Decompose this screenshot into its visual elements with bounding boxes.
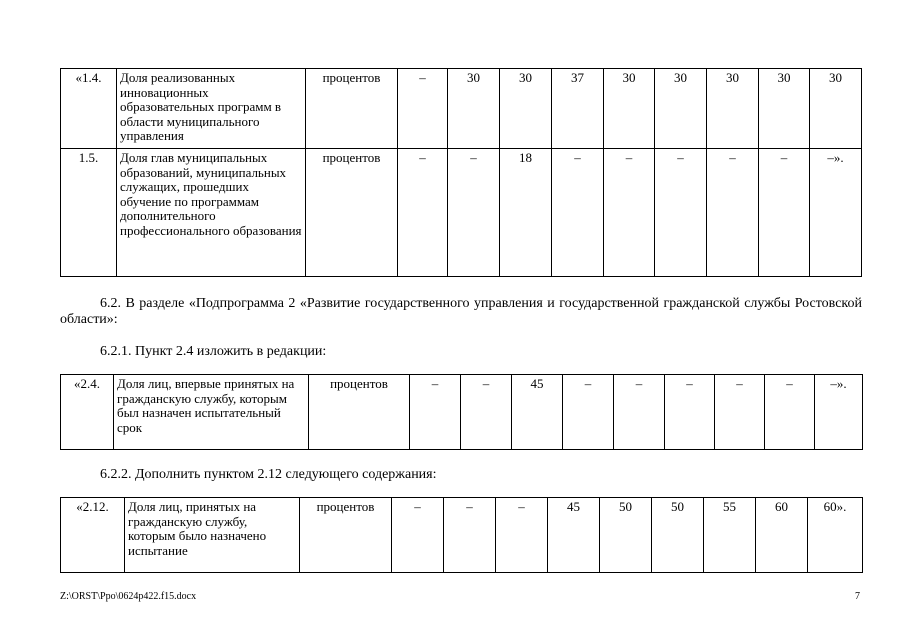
value-cell: 50: [652, 498, 704, 573]
table-row: [61, 69, 862, 149]
row-number: «2.4.: [61, 375, 114, 450]
value-cell: –: [604, 149, 655, 277]
value-cell: –: [496, 498, 548, 573]
table-row: [61, 498, 863, 573]
file-path-footer: Z:\ORST\Ppo\0624p422.f15.docx: [60, 591, 197, 602]
value-cell: 60: [756, 498, 808, 573]
unit-cell: процентов: [300, 498, 392, 573]
indicator-name: Доля глав муниципальных образований, муниципальных служащих, прошедших обучение по программам дополнительного профессионального образования: [117, 149, 306, 277]
value-cell: 30: [448, 69, 500, 149]
value-cell: 30: [500, 69, 552, 149]
value-cell: –: [392, 498, 444, 573]
value-cell: 45: [548, 498, 600, 573]
value-cell: –: [707, 149, 759, 277]
value-cell: 60».: [808, 498, 863, 573]
value-cell: –: [398, 149, 448, 277]
section-paragraph-6-2: 6.2. В разделе «Подпрограмма 2 «Развитие государственного управления и государственной гражданской службы Ростовской области»:: [60, 296, 862, 327]
value-cell: 18: [500, 149, 552, 277]
value-cell: –: [444, 498, 496, 573]
value-cell: 30: [655, 69, 707, 149]
value-cell: 30: [604, 69, 655, 149]
unit-cell: процентов: [306, 69, 398, 149]
value-cell: –: [448, 149, 500, 277]
indicators-table-3: [60, 497, 863, 573]
value-cell: –: [410, 375, 461, 450]
value-cell: 45: [512, 375, 563, 450]
section-paragraph-6-2-2: 6.2.2. Дополнить пунктом 2.12 следующего содержания:: [100, 467, 437, 482]
indicator-name: Доля лиц, принятых на гражданскую службу, которым было назначено испытание: [125, 498, 300, 573]
table-row: [61, 375, 863, 450]
value-cell: 55: [704, 498, 756, 573]
value-cell: –: [563, 375, 614, 450]
value-cell: –: [461, 375, 512, 450]
value-cell: –».: [810, 149, 862, 277]
page-number: 7: [855, 591, 860, 602]
value-cell: 50: [600, 498, 652, 573]
value-cell: –: [665, 375, 715, 450]
row-number: 1.5.: [61, 149, 117, 277]
value-cell: 30: [810, 69, 862, 149]
row-number: «2.12.: [61, 498, 125, 573]
section-paragraph-6-2-1: 6.2.1. Пункт 2.4 изложить в редакции:: [100, 344, 327, 359]
value-cell: –: [398, 69, 448, 149]
value-cell: –: [552, 149, 604, 277]
unit-cell: процентов: [309, 375, 410, 450]
value-cell: –: [759, 149, 810, 277]
value-cell: 37: [552, 69, 604, 149]
value-cell: –: [765, 375, 815, 450]
value-cell: –».: [815, 375, 863, 450]
row-number: «1.4.: [61, 69, 117, 149]
indicators-table-2: [60, 374, 863, 450]
table-row: [61, 149, 862, 277]
value-cell: –: [614, 375, 665, 450]
indicator-name: Доля лиц, впервые принятых на гражданскую службу, которым был назначен испытательный срок: [114, 375, 309, 450]
unit-cell: процентов: [306, 149, 398, 277]
indicator-name: Доля реализованных инновационных образовательных программ в области муниципального управления: [117, 69, 306, 149]
value-cell: –: [715, 375, 765, 450]
value-cell: 30: [759, 69, 810, 149]
value-cell: 30: [707, 69, 759, 149]
value-cell: –: [655, 149, 707, 277]
indicators-table-1: [60, 68, 862, 277]
